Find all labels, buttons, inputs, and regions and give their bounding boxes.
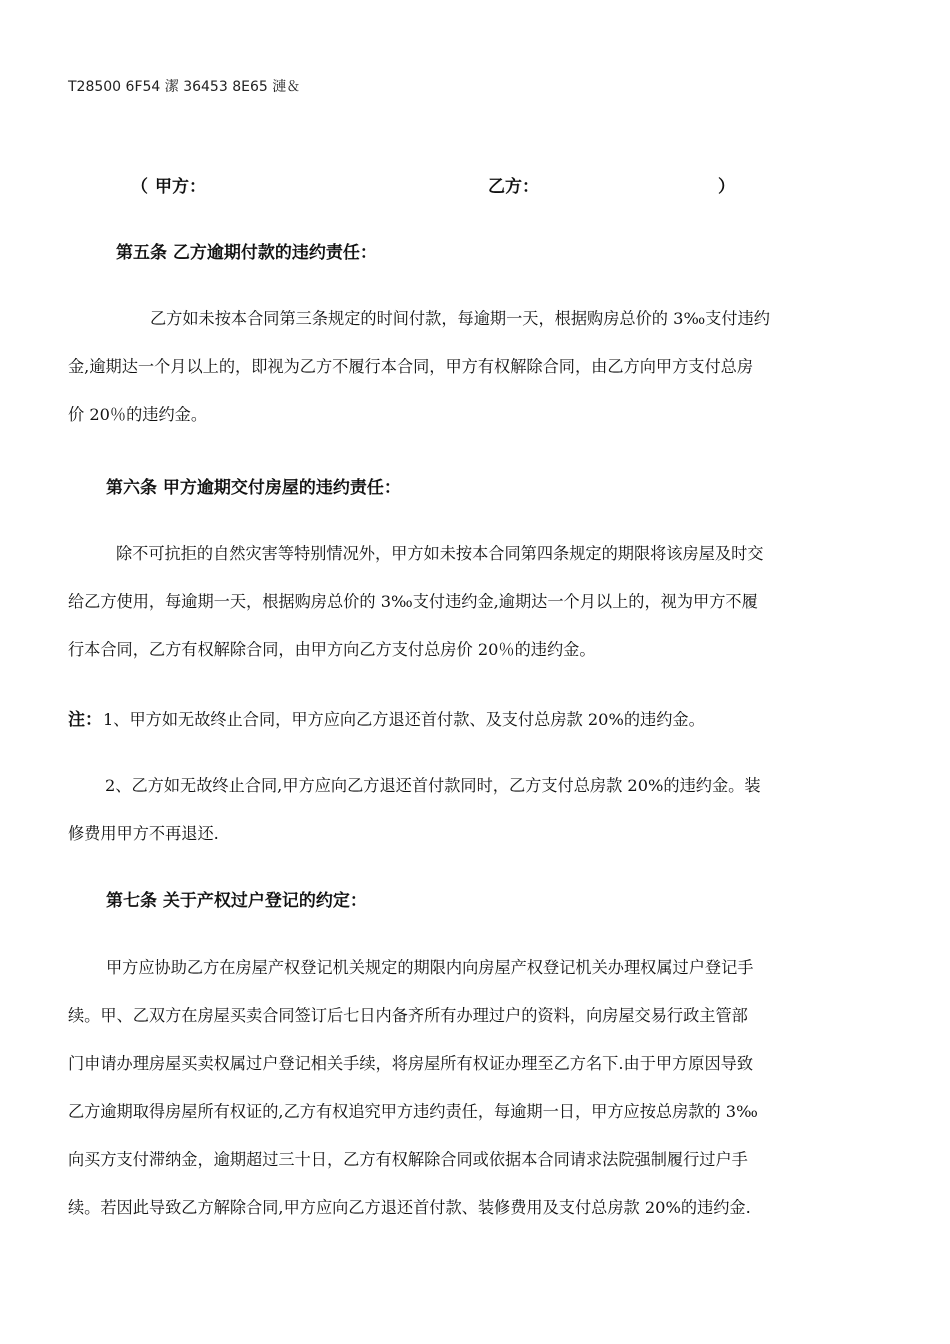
article-6-line: 给乙方使用，每逾期一天，根据购房总价的 3‰支付违约金,逾期达一个月以上的，视为甲方不履: [68, 592, 758, 611]
note-2-line: 2、乙方如无故终止合同,甲方应向乙方退还首付款同时，乙方支付总房款 20%的违约金。装: [105, 776, 761, 795]
article-6-title: 第六条 甲方逾期交付房屋的违约责任：: [106, 478, 401, 498]
article-5-title: 第五条 乙方逾期付款的违约责任：: [116, 243, 377, 263]
notes-label: 注：: [68, 710, 102, 730]
article-6-line: 除不可抗拒的自然灾害等特别情况外，甲方如未按本合同第四条规定的期限将该房屋及时交: [116, 544, 764, 563]
parties-open-paren: （: [131, 177, 148, 197]
party-b-label: 乙方：: [488, 177, 539, 197]
article-7-line: 向买方支付滞纳金，逾期超过三十日，乙方有权解除合同或依据本合同请求法院强制履行过户手: [68, 1150, 748, 1169]
article-7-line: 甲方应协助乙方在房屋产权登记机关规定的期限内向房屋产权登记机关办理权属过户登记手: [106, 958, 754, 977]
article-7-line: 续。若因此导致乙方解除合同,甲方应向乙方退还首付款、装修费用及支付总房款 20%的违约金.: [68, 1198, 751, 1217]
article-5-line: 乙方如未按本合同第三条规定的时间付款，每逾期一天，根据购房总价的 3‰支付违约: [150, 309, 770, 328]
article-5-line: 价 20％的违约金。: [68, 405, 208, 424]
article-7-title: 第七条 关于产权过户登记的约定：: [106, 891, 367, 911]
document-header-code: T28500 6F54 潔 36453 8E65 漣＆: [68, 79, 301, 95]
article-7-line: 门申请办理房屋买卖权属过户登记相关手续，将房屋所有权证办理至乙方名下.由于甲方原因导致: [68, 1054, 754, 1073]
article-7-line: 续。甲、乙双方在房屋买卖合同签订后七日内备齐所有办理过户的资料，向房屋交易行政主管部: [68, 1006, 748, 1025]
note-2-line: 修费用甲方不再退还.: [68, 824, 219, 843]
article-5-line: 金,逾期达一个月以上的，即视为乙方不履行本合同，甲方有权解除合同，由乙方向甲方支付总房: [68, 357, 754, 376]
article-7-line: 乙方逾期取得房屋所有权证的,乙方有权追究甲方违约责任，每逾期一日，甲方应按总房款的 3‰: [68, 1102, 758, 1121]
parties-close-paren: ）: [718, 177, 735, 197]
party-a-label: 甲方：: [155, 177, 206, 197]
article-6-line: 行本合同，乙方有权解除合同，由甲方向乙方支付总房价 20％的违约金。: [68, 640, 596, 659]
note-1: 1、甲方如无故终止合同，甲方应向乙方退还首付款、及支付总房款 20%的违约金。: [103, 710, 705, 729]
